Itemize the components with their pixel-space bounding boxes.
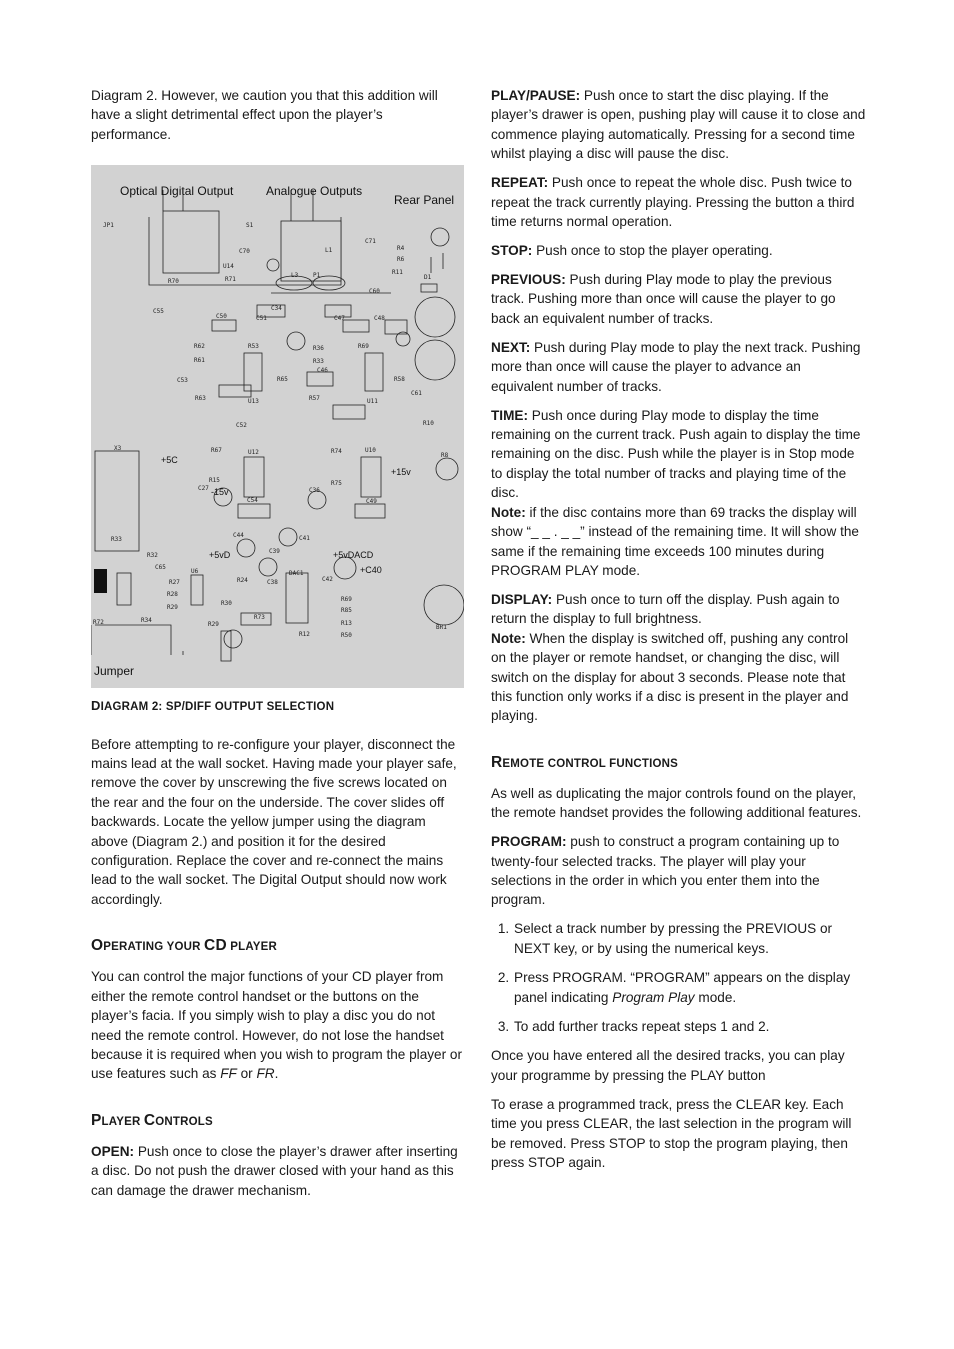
list-item: 1. Select a track number by pressing the PREVIOUS or NEXT key, or by using the numerical keys. [513,919,866,958]
svg-text:R11: R11 [392,269,403,277]
display-note-paragraph: Note: When the display is switched off, pushing any control on the player or remote handset, or changing the disc, will switch on the display for about 3 seconds. Please note that this function only works if a disc is present in the player and playing. [491,630,849,724]
svg-text:R85: R85 [341,607,352,615]
svg-text:C71: C71 [365,238,376,246]
svg-text:R29: R29 [167,604,178,612]
svg-text:R32: R32 [147,552,158,560]
right-column [491,86,866,1182]
svg-text:R28: R28 [167,591,178,599]
svg-text:U11: U11 [367,398,378,406]
analogue-outputs-label: Analogue Outputs [266,184,363,199]
svg-text:-15v: -15v [211,487,229,498]
svg-text:R36: R36 [313,345,324,353]
svg-text:R71: R71 [225,276,236,284]
left-column [91,86,464,1210]
svg-text:U13: U13 [248,398,259,406]
svg-text:C39: C39 [269,548,280,556]
remote-intro-paragraph: As well as duplicating the major controls found on the player, the remote handset provides the following additional features. [491,785,862,821]
svg-text:R57: R57 [309,395,320,403]
svg-text:R13: R13 [341,620,352,628]
list-item: 3. To add further tracks repeat steps 1 and 2. [513,1017,866,1036]
svg-text:R73: R73 [254,614,265,622]
svg-text:C70: C70 [239,248,250,256]
svg-text:P1: P1 [313,272,321,280]
svg-text:C38: C38 [267,579,278,587]
svg-text:X3: X3 [114,445,122,453]
svg-text:C55: C55 [153,308,164,316]
svg-text:C50: C50 [216,313,227,321]
svg-text:C47: C47 [334,315,345,323]
once-paragraph: Once you have entered all the desired tracks, you can play your programme by pressing the PLAY button [491,1048,845,1083]
list-item: 2. Press PROGRAM. “PROGRAM” appears on the display panel indicating Program Play mode. [513,968,866,1007]
pcb-diagram [91,165,464,688]
open-paragraph: OPEN: Push once to close the player’s drawer after inserting a disc. Do not push the drawer closed with your hand as this can damage the drawer mechanism. [91,1143,458,1198]
svg-text:R27: R27 [169,579,180,587]
heading-remote-functions: REMOTE CONTROL FUNCTIONS [491,753,679,771]
svg-text:R33: R33 [313,358,324,366]
svg-text:R58: R58 [394,376,405,384]
svg-text:C36: C36 [309,487,320,495]
svg-text:R62: R62 [194,343,205,351]
svg-text:R53: R53 [248,343,259,351]
svg-text:C42: C42 [322,576,333,584]
svg-text:L1: L1 [325,247,333,255]
svg-text:C61: C61 [411,390,422,398]
svg-text:R30: R30 [221,600,232,608]
svg-text:R67: R67 [211,447,222,455]
svg-text:+C40: +C40 [360,565,382,576]
heading-operating: OPERATING YOUR CD PLAYER [91,937,278,955]
svg-text:C53: C53 [177,377,188,385]
svg-text:R4: R4 [397,245,405,253]
svg-text:R63: R63 [195,395,206,403]
play-pause-paragraph: PLAY/PAUSE: Push once to start the disc playing. If the player’s drawer is open, pushing play will cause it to close and commence playing automatically. Pressing for a second time whilst playing a disc will pause the disc. [491,88,866,162]
pcb-drawing [91,165,464,688]
svg-text:D1: D1 [424,274,432,282]
svg-text:C52: C52 [236,422,247,430]
heading-player-controls: PLAYER CONTROLS [91,1111,213,1129]
repeat-paragraph: REPEAT: Push once to repeat the whole disc. Push twice to repeat the track currently playing. Pressing the button a third time returns normal operation. [491,175,855,230]
rear-panel-label: Rear Panel [394,193,455,208]
svg-text:C51: C51 [256,315,267,323]
svg-text:S1: S1 [246,222,254,230]
svg-text:C27: C27 [198,485,209,493]
time-note-paragraph: Note: if the disc contains more than 69 tracks the display will show “_ _ . _ _” instead of the remaining time. It will show the same if the remaining time exceeds 100 minutes during PROGRAM PLAY mode. [491,504,859,578]
reconfigure-paragraph: Before attempting to re-configure your player, disconnect the mains lead at the wall socket. Having made your player safe, remove the cover by unscrewing the five screws located on the rear and the four on the underside. The cover slides off backwards. Locate the yellow jumper using the diagram above (Diagram 2.) and position it for the desired configuration. Replace the cover and re-connect the mains lead to the wall socket. The Digital Output should now work accordingly. [91,736,457,907]
next-paragraph: NEXT: Push during Play mode to play the next track. Pushing more than once will cause the player to advance an equivalent number of tracks. [491,339,861,394]
time-paragraph: TIME: Push once during Play mode to display the time remaining on the current track. Push again to display the time remaining on the disc. Push while the player is in Stop mode to display the total number of tracks and playing time of the disc. [491,407,861,501]
intro-paragraph: Diagram 2. However, we caution you that this addition will have a slight detrimental effect upon the player’s performance. [91,88,438,142]
svg-text:R10: R10 [423,420,434,428]
svg-text:R6: R6 [397,256,405,264]
svg-text:U10: U10 [365,447,376,455]
operating-paragraph: You can control the major functions of your CD player from either the remote control handset or the buttons on the player’s facia. If you simply wish to play a disc you do not need the remote control. However, do not lose the handset because it is required when you wish to program the player or use features such as FF or FR. [91,969,463,1082]
previous-paragraph: PREVIOUS: Push during Play mode to play the previous track. Pushing more than once will cause the player to go back an equivalent number of tracks. [491,272,836,326]
svg-text:R50: R50 [341,632,352,640]
svg-text:C46: C46 [317,367,328,375]
diagram-caption: DIAGRAM 2: SP/DIFF OUTPUT SELECTION [91,698,335,714]
svg-text:C65: C65 [155,564,166,572]
svg-text:R61: R61 [194,357,205,365]
svg-text:R75: R75 [331,480,342,488]
svg-text:R69: R69 [358,343,369,351]
svg-text:R70: R70 [168,278,179,286]
svg-text:C60: C60 [369,288,380,296]
svg-text:JP1: JP1 [103,222,114,230]
svg-text:+15v: +15v [391,467,411,478]
svg-text:C44: C44 [233,532,244,540]
program-paragraph: PROGRAM: push to construct a program containing up to twenty-four selected tracks. The player will play your selections in the order in which you enter them into the program. [491,834,840,908]
svg-text:R74: R74 [331,448,342,456]
svg-text:R29: R29 [208,621,219,629]
svg-text:+5vDACD: +5vDACD [333,550,374,561]
svg-text:C34: C34 [271,305,282,313]
svg-text:R69: R69 [341,596,352,604]
svg-text:R72: R72 [93,619,104,627]
svg-text:U12: U12 [248,449,259,457]
svg-text:R8: R8 [441,452,449,460]
optical-output-label: Optical Digital Output [120,184,234,199]
svg-text:C48: C48 [374,315,385,323]
jumper-block [94,569,107,593]
svg-text:R24: R24 [237,577,248,585]
svg-text:R15: R15 [209,477,220,485]
svg-text:+5C: +5C [161,455,178,466]
svg-text:U6: U6 [191,568,199,576]
svg-text:R65: R65 [277,376,288,384]
svg-text:+5vD: +5vD [209,550,231,561]
svg-text:C54: C54 [247,497,258,505]
svg-text:R33: R33 [111,536,122,544]
svg-text:R34: R34 [141,617,152,625]
jumper-label: Jumper [94,664,135,679]
svg-text:C41: C41 [299,535,310,543]
svg-text:R12: R12 [299,631,310,639]
program-steps-list [491,919,866,1036]
svg-text:DAC1: DAC1 [289,570,304,578]
svg-text:C49: C49 [366,498,377,506]
display-paragraph: DISPLAY: Push once to turn off the display. Push again to return the display to full brightness. [491,591,840,627]
erase-paragraph: To erase a programmed track, press the CLEAR key. Each time you press CLEAR, the last selection in the program will be removed. Press STOP to stop the program playing, then press STOP again. [491,1096,852,1171]
svg-text:L3: L3 [291,272,299,280]
svg-text:U14: U14 [223,263,234,271]
stop-paragraph: STOP: Push once to stop the player operating. [491,243,773,259]
svg-text:BR1: BR1 [436,624,447,632]
